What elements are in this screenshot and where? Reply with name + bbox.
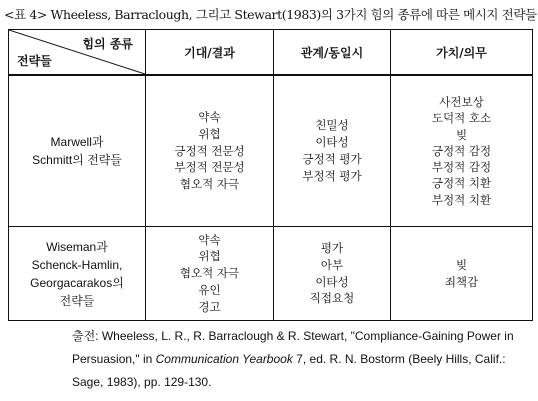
strategy-item: 직접요청 <box>309 291 355 306</box>
strategy-item: 약속 <box>198 110 221 124</box>
row-header-line: Schenck-Hamlin, <box>31 257 123 272</box>
strategy-item: 죄책감 <box>444 274 479 289</box>
strategy-item: 경고 <box>198 299 221 314</box>
strategy-item: 아부 <box>320 257 344 272</box>
row-header-line: Georgacarakos의 <box>30 275 124 290</box>
source-citation <box>72 325 534 394</box>
corner-bottom-label: 전략들 <box>17 54 52 68</box>
column-header-expectation: 기대/결과 <box>146 30 274 76</box>
cell-wiseman-relationship <box>274 227 391 321</box>
table-row-wiseman <box>9 227 533 321</box>
strategy-item: 부정적 평가 <box>302 168 362 183</box>
strategy-item: 약속 <box>198 232 221 247</box>
strategy-list <box>391 257 532 291</box>
strategy-list <box>391 94 532 207</box>
strategy-list <box>146 109 273 193</box>
cell-wiseman-value <box>391 227 533 321</box>
strategy-item: 긍정적 치환 <box>431 176 492 191</box>
strategy-item: 부정적 전문성 <box>174 160 245 175</box>
strategy-table <box>8 29 533 321</box>
row-header-line: Wiseman과 <box>46 239 108 254</box>
strategy-item: 도덕적 호소 <box>431 111 492 126</box>
strategy-item: 빚 <box>455 257 468 272</box>
strategy-item: 혐오적 자극 <box>179 266 240 281</box>
row-header-wiseman <box>9 227 146 321</box>
cell-wiseman-expectation <box>146 227 274 321</box>
strategy-item: 친밀성 <box>315 118 349 133</box>
strategy-item: 사전보상 <box>439 95 484 110</box>
strategy-item: 위협 <box>198 126 221 141</box>
row-header-line: Schmitt의 전략들 <box>32 153 122 167</box>
strategy-item: 부정적 치환 <box>431 192 492 207</box>
cell-marwell-relationship <box>274 75 391 227</box>
corner-header-cell <box>9 30 146 76</box>
strategy-list <box>274 240 390 307</box>
strategy-item: 위협 <box>198 249 221 264</box>
strategy-item: 긍정적 평가 <box>302 152 362 166</box>
strategy-list <box>274 117 390 184</box>
table-row-marwell-schmitt <box>9 75 533 227</box>
strategy-item: 유인 <box>198 282 221 297</box>
strategy-list <box>146 232 273 316</box>
cell-marwell-expectation <box>146 75 274 227</box>
strategy-item: 긍정적 전문성 <box>174 143 245 158</box>
column-header-relationship: 관계/동일시 <box>274 30 391 76</box>
table-caption: <표 4> Wheeless, Barraclough, 그리고 Stewart(1983)의 3가지 힘의 종류에 따른 메시지 전략들 <box>4 7 537 22</box>
strategy-item: 혐오적 자극 <box>179 177 240 192</box>
source-suffix: 7, ed. R. N. Bostorm (Beely Hills, Calif.: Sage, 1983), pp. 129-130. <box>72 352 506 389</box>
row-header-line: 전략들 <box>59 293 95 308</box>
strategy-item: 부정적 감정 <box>431 160 492 175</box>
strategy-item: 긍정적 감정 <box>431 143 492 158</box>
column-header-value: 가치/의무 <box>391 30 533 76</box>
cell-marwell-value <box>391 75 533 227</box>
row-header-line: Marwell과 <box>50 135 104 149</box>
strategy-item: 이타성 <box>315 135 349 150</box>
source-book-title: Communication Yearbook <box>155 352 293 366</box>
source-prefix: 출전: Wheeless, L. R., R. Barraclough & R. Stewart, "Compliance-Gaining Power in Persuasion," in <box>72 329 514 366</box>
strategy-item: 빚 <box>455 127 468 142</box>
strategy-item: 이타성 <box>315 274 349 289</box>
corner-top-label: 힘의 종류 <box>82 37 133 51</box>
header-row <box>9 30 533 76</box>
strategy-item: 평가 <box>320 240 344 255</box>
row-header-marwell-schmitt <box>9 75 146 227</box>
